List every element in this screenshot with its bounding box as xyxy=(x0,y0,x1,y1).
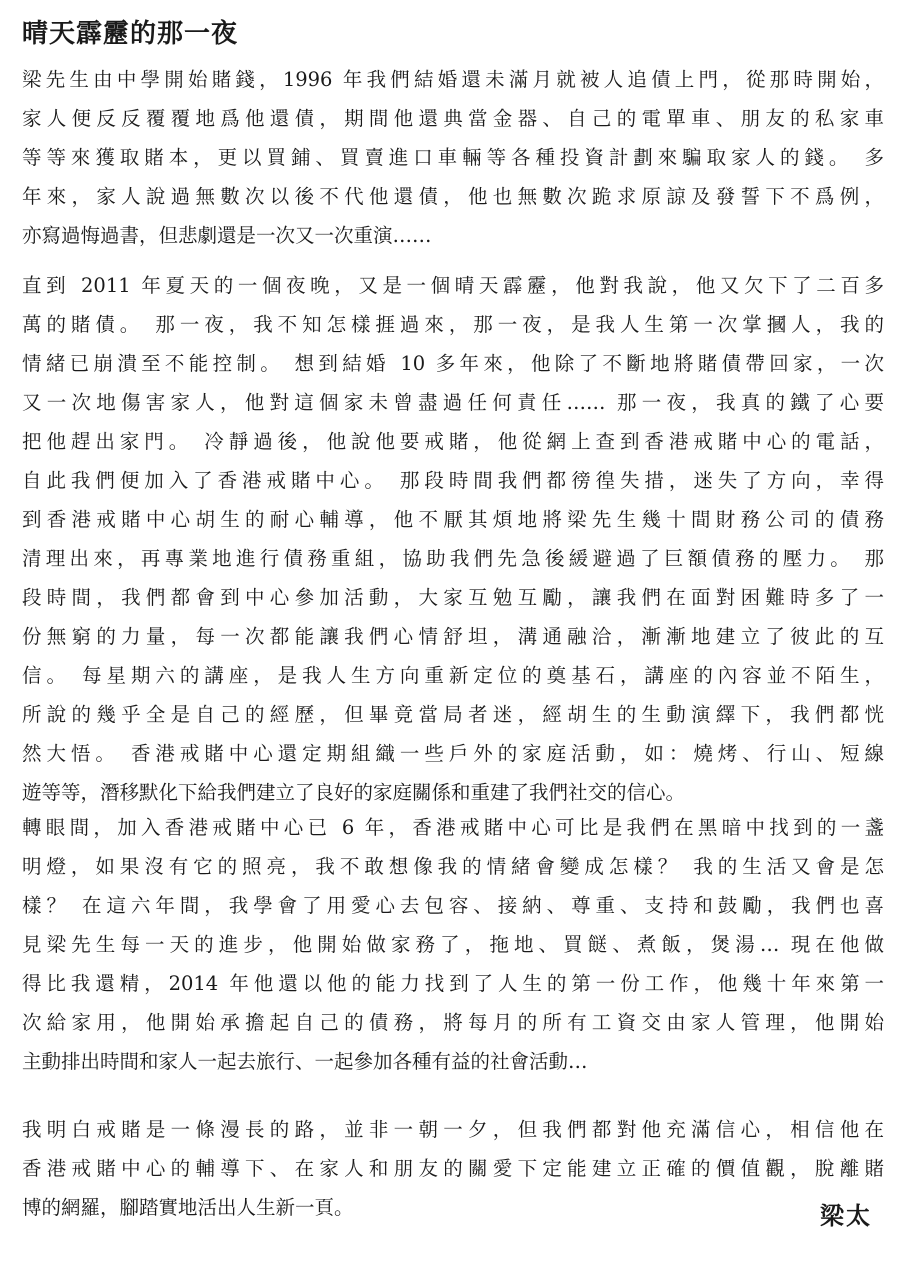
paragraph-line: 等等來獲取賭本，更以買鋪、買賣進口車輛等各種投資計劃來騙取家人的錢。 多 xyxy=(22,146,884,169)
paragraph-line: 自此我們便加入了香港戒賭中心。 那段時間我們都徬徨失措，迷失了方向，幸得 xyxy=(22,469,884,492)
paragraph-line: 信。 每星期六的講座，是我人生方向重新定位的奠基石，講座的內容並不陌生， xyxy=(22,664,884,687)
paragraph-line: 把他趕出家門。 冷靜過後，他說他要戒賭，他從網上查到香港戒賭中心的電話， xyxy=(22,430,884,453)
paragraph-4 xyxy=(22,1110,884,1227)
paragraph-line: 份無窮的力量，每一次都能讓我們心情舒坦，溝通融洽，漸漸地建立了彼此的互 xyxy=(22,625,884,648)
paragraph-line: 次給家用，他開始承擔起自己的債務，將每月的所有工資交由家人管理，他開始 xyxy=(22,1011,884,1034)
paragraph-line: 所說的幾乎全是自己的經歷，但畢竟當局者迷，經胡生的生動演繹下，我們都恍 xyxy=(22,703,884,726)
paragraph-line: 萬的賭債。 那一夜，我不知怎樣捱過來，那一夜，是我人生第一次掌摑人，我的 xyxy=(22,313,884,336)
paragraph-1 xyxy=(22,60,884,255)
paragraph-line: 直到 2011 年夏天的一個夜晚，又是一個晴天霹靂，他對我說，他又欠下了二百多 xyxy=(22,274,884,297)
paragraph-line: 又一次地傷害家人，他對這個家未曾盡過任何責任…… 那一夜，我真的鐵了心要 xyxy=(22,391,884,414)
paragraph-line: 我明白戒賭是一條漫長的路，並非一朝一夕，但我們都對他充滿信心，相信他在 xyxy=(22,1118,884,1141)
paragraph-line: 情緒已崩潰至不能控制。 想到結婚 10 多年來，他除了不斷地將賭債帶回家，一次 xyxy=(22,352,884,375)
paragraph-2 xyxy=(22,266,884,812)
article-title: 晴天霹靂的那一夜 xyxy=(22,19,239,49)
paragraph-line: 轉眼間，加入香港戒賭中心已 6 年，香港戒賭中心可比是我們在黑暗中找到的一盞 xyxy=(22,816,884,839)
paragraph-3 xyxy=(22,808,884,1081)
paragraph-line: 見梁先生每一天的進步，他開始做家務了，拖地、買餸、煮飯，煲湯… 現在他做 xyxy=(22,933,884,956)
paragraph-line: 香港戒賭中心的輔導下、在家人和朋友的關愛下定能建立正確的價值觀，脫離賭 xyxy=(22,1157,884,1180)
paragraph-line: 得比我還精，2014 年他還以他的能力找到了人生的第一份工作，他幾十年來第一 xyxy=(22,972,884,995)
paragraph-line: 然大悟。 香港戒賭中心還定期組織一些戶外的家庭活動，如：燒烤、行山、短線 xyxy=(22,742,884,765)
paragraph-line: 主動排出時間和家人一起去旅行、一起參加各種有益的社會活動… xyxy=(22,1050,588,1073)
paragraph-line: 亦寫過悔過書，但悲劇還是一次又一次重演…… xyxy=(22,224,432,247)
author-signature: 梁太 xyxy=(820,1201,872,1230)
paragraph-line: 博的網羅，腳踏實地活出人生新一頁。 xyxy=(22,1196,354,1219)
paragraph-line: 清理出來，再專業地進行債務重組，協助我們先急後緩避過了巨額債務的壓力。 那 xyxy=(22,547,884,570)
paragraph-line: 明燈，如果沒有它的照亮，我不敢想像我的情緒會變成怎樣？ 我的生活又會是怎 xyxy=(22,855,884,878)
paragraph-line: 遊等等，潛移默化下給我們建立了良好的家庭關係和重建了我們社交的信心。 xyxy=(22,781,686,804)
paragraph-line: 到香港戒賭中心胡生的耐心輔導，他不厭其煩地將梁先生幾十間財務公司的債務 xyxy=(22,508,884,531)
paragraph-line: 段時間，我們都會到中心參加活動，大家互勉互勵，讓我們在面對困難時多了一 xyxy=(22,586,884,609)
paragraph-line: 年來，家人說過無數次以後不代他還債，他也無數次跪求原諒及發誓下不爲例， xyxy=(22,185,884,208)
paragraph-line: 家人便反反覆覆地爲他還債，期間他還典當金器、自己的電單車、朋友的私家車 xyxy=(22,107,884,130)
paragraph-line: 梁先生由中學開始賭錢，1996 年我們結婚還未滿月就被人追債上門，從那時開始， xyxy=(22,68,884,91)
paragraph-line: 樣？ 在這六年間，我學會了用愛心去包容、接納、尊重、支持和鼓勵，我們也喜 xyxy=(22,894,884,917)
